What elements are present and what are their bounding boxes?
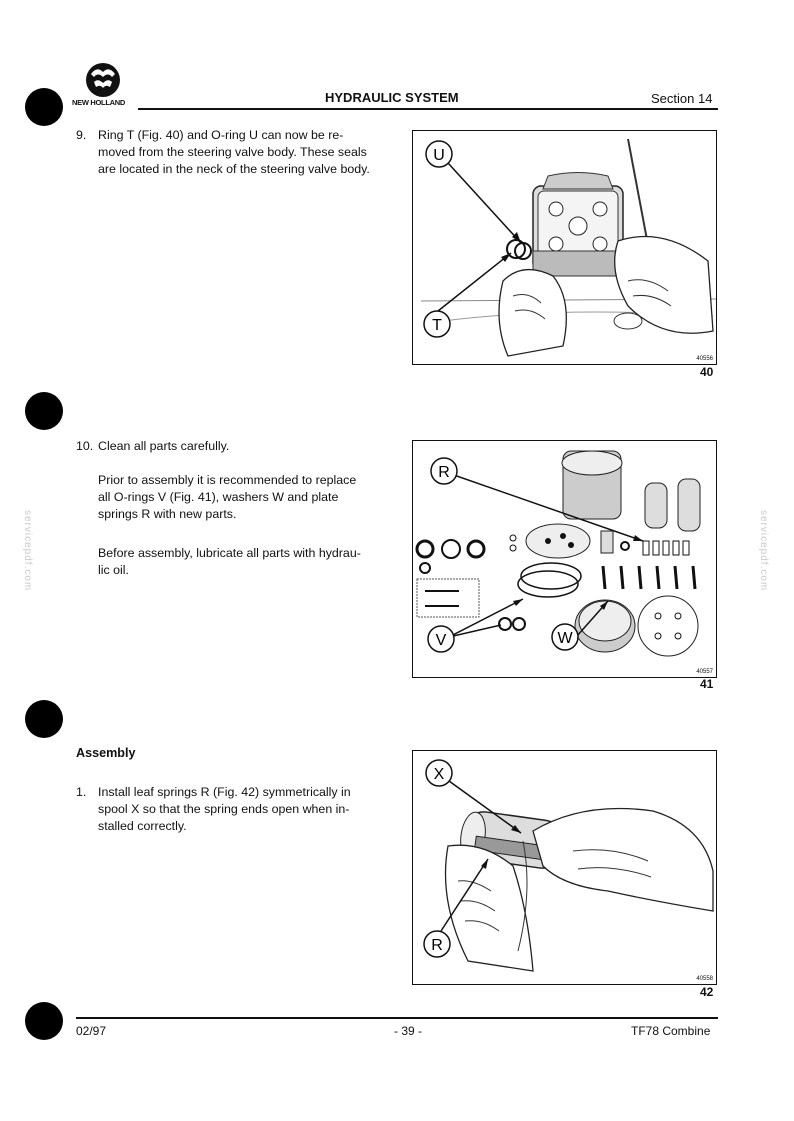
binder-hole (25, 392, 63, 430)
section-label: Section 14 (651, 91, 713, 106)
text-line: stalled correctly. (98, 819, 187, 833)
step-10-paragraph-3 (98, 545, 383, 579)
figure-number: 41 (700, 677, 714, 691)
assembly-heading: Assembly (76, 746, 136, 760)
text-line: springs R with new parts. (98, 507, 237, 521)
step-number: 1. (76, 785, 87, 799)
figure-code: 40558 (696, 976, 713, 982)
footer-rule (76, 1017, 718, 1019)
callout-label: V (435, 632, 447, 649)
page-title: HYDRAULIC SYSTEM (325, 90, 459, 105)
watermark: servicepdf.com (22, 510, 33, 592)
brand-name: NEW HOLLAND (72, 98, 125, 107)
step-9-text (98, 127, 383, 178)
figure-code: 40557 (696, 669, 713, 675)
text-line: Install leaf springs R (Fig. 42) symmetrically in (98, 785, 351, 799)
watermark: servicepdf.com (758, 510, 769, 592)
text-line: lic oil. (98, 563, 129, 577)
callout-label: X (433, 766, 445, 783)
text-line: are located in the neck of the steering valve body. (98, 162, 370, 176)
header-rule (138, 108, 718, 110)
callout-label: W (557, 630, 573, 647)
callout-label: T (432, 317, 442, 334)
step-number: 10. (76, 439, 94, 453)
figure-40 (412, 130, 717, 365)
step-10-text: Clean all parts carefully. (98, 439, 230, 453)
figure-42 (412, 750, 717, 985)
figure-41 (412, 440, 717, 678)
figure-number: 42 (700, 985, 714, 999)
text-line: moved from the steering valve body. These seals (98, 145, 367, 159)
callout-label: R (431, 937, 443, 954)
binder-hole (25, 700, 63, 738)
callout-label: R (438, 464, 450, 481)
callout-label: U (433, 147, 445, 164)
binder-hole (25, 88, 63, 126)
text-line: Prior to assembly it is recommended to replace (98, 473, 357, 487)
step-number: 9. (76, 128, 87, 142)
text-line: Ring T (Fig. 40) and O-ring U can now be re- (98, 128, 344, 142)
assembly-step-1-text (98, 784, 383, 835)
new-holland-logo (72, 60, 134, 108)
text-line: all O-rings V (Fig. 41), washers W and plate (98, 490, 339, 504)
figure-code: 40556 (696, 356, 713, 362)
text-line: spool X so that the spring ends open when in- (98, 802, 350, 816)
footer-model: TF78 Combine (631, 1024, 711, 1038)
footer-page-number: - 39 - (394, 1024, 423, 1038)
figure-number: 40 (700, 365, 714, 379)
binder-hole (25, 1002, 63, 1040)
text-line: Before assembly, lubricate all parts with hydrau- (98, 546, 361, 560)
step-10-paragraph-2 (98, 472, 383, 523)
footer-date: 02/97 (76, 1024, 107, 1038)
